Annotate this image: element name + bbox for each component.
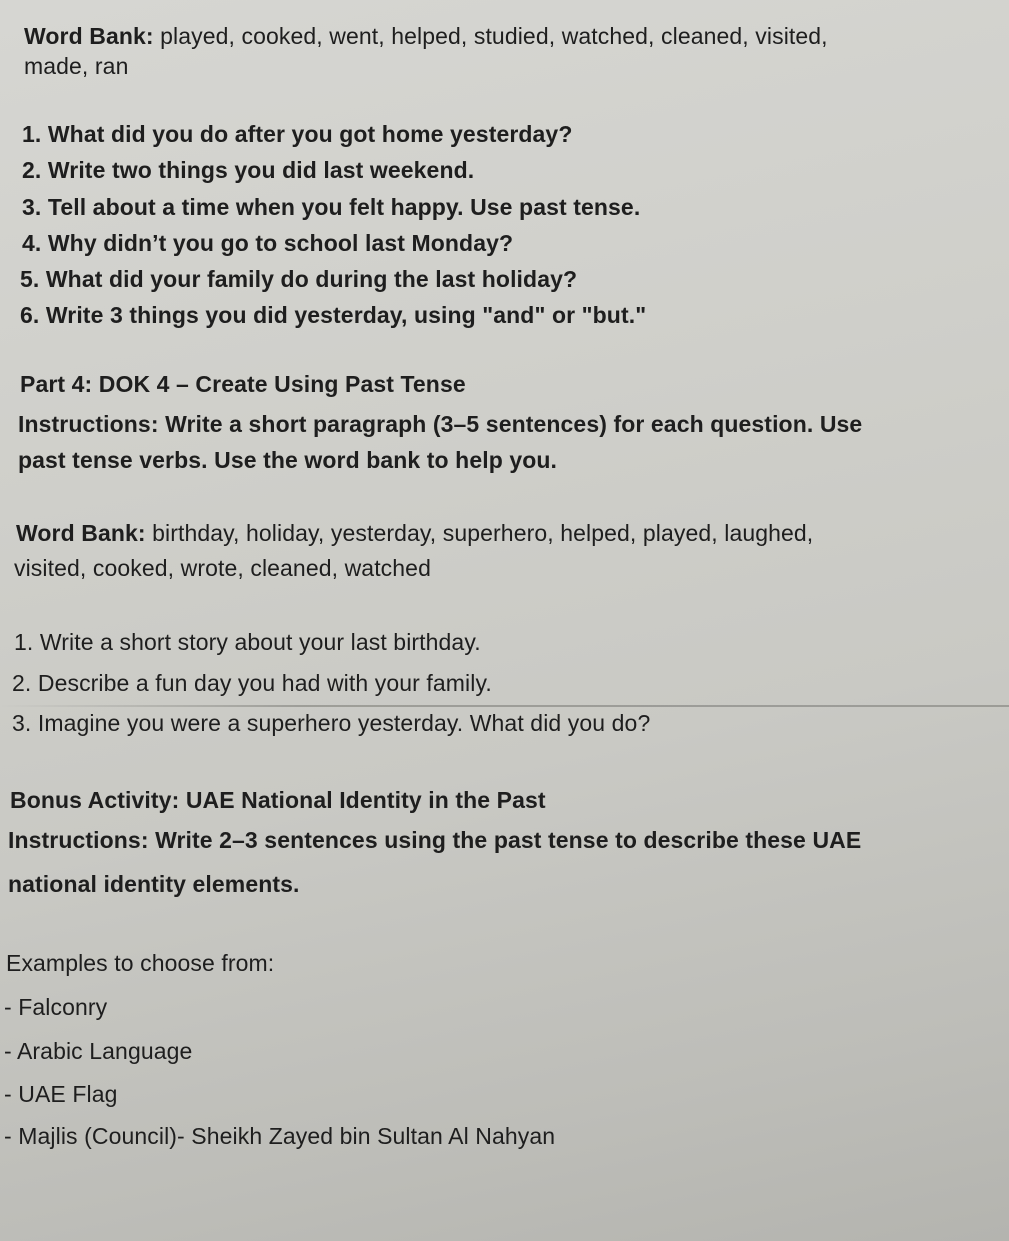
question-1-4: 4. Why didn’t you go to school last Monday? — [22, 230, 514, 256]
paper-crease — [0, 705, 1009, 707]
question-2-1: 1. Write a short story about your last birthday. — [14, 629, 481, 655]
bonus-example-3: - UAE Flag — [4, 1081, 118, 1107]
word-bank-1-words: played, cooked, went, helped, studied, watched, cleaned, visited, — [153, 23, 828, 49]
word-bank-1-line-1 — [24, 22, 828, 50]
question-1-3: 3. Tell about a time when you felt happy. Use past tense. — [22, 194, 641, 220]
word-bank-2-line-1 — [16, 519, 813, 547]
bonus-instructions-line-1: Instructions: Write 2–3 sentences using the past tense to describe these UAE — [8, 827, 862, 853]
word-bank-1-line-2: made, ran — [24, 53, 129, 79]
word-bank-2-line-2: visited, cooked, wrote, cleaned, watched — [14, 555, 431, 581]
bonus-title: Bonus Activity: UAE National Identity in the Past — [10, 787, 546, 813]
question-2-3: 3. Imagine you were a superhero yesterday. What did you do? — [12, 710, 651, 736]
question-1-5: 5. What did your family do during the last holiday? — [20, 266, 578, 292]
part4-instructions-line-1: Instructions: Write a short paragraph (3–5 sentences) for each question. Use — [18, 411, 863, 437]
question-2-2: 2. Describe a fun day you had with your family. — [12, 670, 492, 696]
bonus-example-1: - Falconry — [4, 994, 108, 1020]
part4-instructions-line-2: past tense verbs. Use the word bank to help you. — [18, 447, 558, 473]
word-bank-2-words: birthday, holiday, yesterday, superhero, helped, played, laughed, — [145, 520, 814, 546]
word-bank-2-label: Word Bank: — [16, 520, 146, 546]
word-bank-1-label: Word Bank: — [24, 23, 154, 49]
question-1-6: 6. Write 3 things you did yesterday, using "and" or "but." — [20, 302, 647, 328]
bonus-example-2: - Arabic Language — [4, 1038, 193, 1064]
bonus-instructions-line-2: national identity elements. — [8, 871, 300, 897]
bonus-example-4: - Majlis (Council)- Sheikh Zayed bin Sultan Al Nahyan — [4, 1123, 556, 1149]
bonus-examples-label: Examples to choose from: — [6, 950, 275, 976]
question-1-2: 2. Write two things you did last weekend. — [22, 157, 475, 183]
question-1-1: 1. What did you do after you got home yesterday? — [22, 121, 573, 147]
part4-title: Part 4: DOK 4 – Create Using Past Tense — [20, 371, 466, 397]
